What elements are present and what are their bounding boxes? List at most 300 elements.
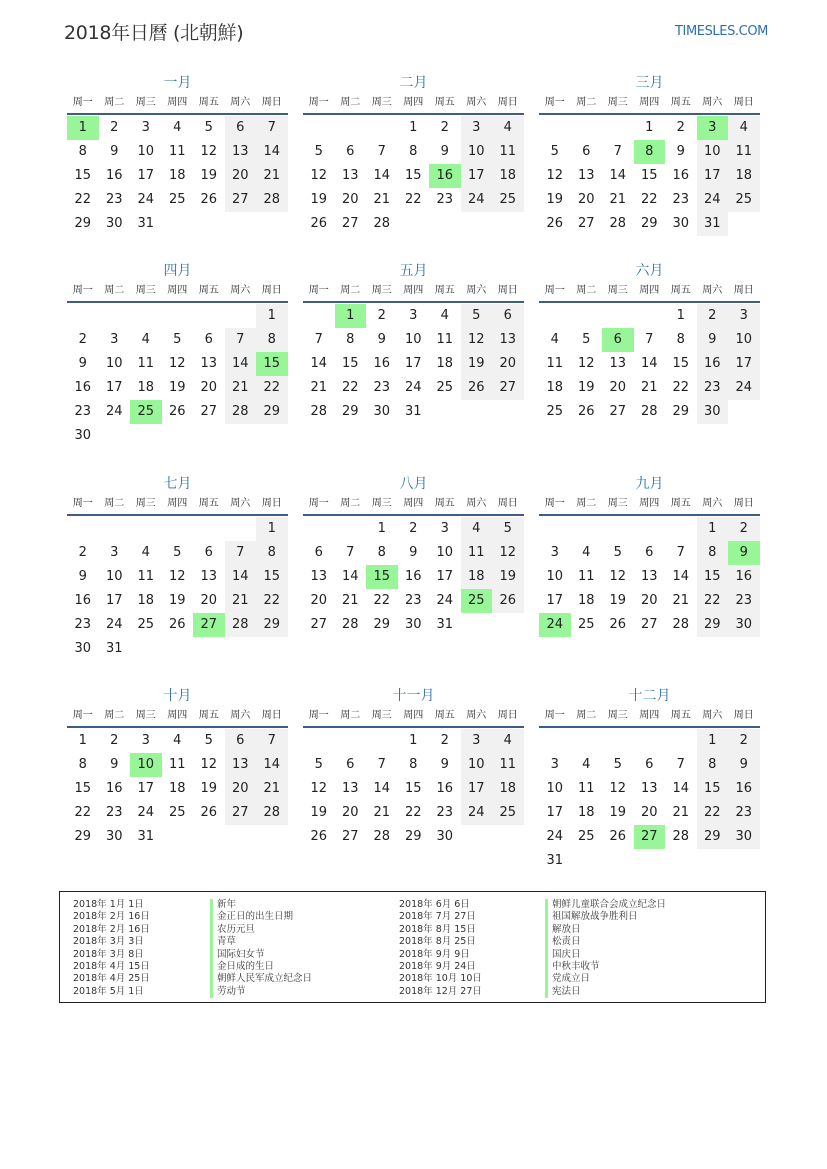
day-cell: 22 xyxy=(373,593,391,608)
day-cell: 25 xyxy=(168,192,186,207)
day-cell: 12 xyxy=(546,168,564,183)
holiday-day-cell: 6 xyxy=(602,328,634,352)
day-cell: 16 xyxy=(697,352,729,376)
day-cell: 5 xyxy=(173,332,182,347)
day-cell: 14 xyxy=(672,569,690,584)
holiday-name: 解放日 xyxy=(545,924,666,936)
empty-cell xyxy=(162,517,194,541)
day-cell: 20 xyxy=(341,192,359,207)
weekday-label: 周五 xyxy=(434,285,455,296)
weekday-label: 周三 xyxy=(607,498,628,509)
weekday-label: 周四 xyxy=(639,97,660,108)
day-cell: 10 xyxy=(105,569,123,584)
holiday-date: 2018年 10月 10日 xyxy=(399,973,482,985)
empty-cell xyxy=(335,116,367,140)
day-cell: 22 xyxy=(697,589,729,613)
day-cell: 10 xyxy=(697,140,729,164)
holiday-date: 2018年 2月 16日 xyxy=(73,923,150,935)
day-cell: 21 xyxy=(640,380,658,395)
weekday-label: 周二 xyxy=(104,285,125,296)
weekday-label: 周三 xyxy=(607,285,628,296)
day-cell: 15 xyxy=(256,565,288,589)
day-cell: 4 xyxy=(141,332,150,347)
empty-cell xyxy=(303,517,335,541)
day-cell: 27 xyxy=(225,801,257,825)
weekday-label: 周二 xyxy=(104,710,125,721)
day-cell: 11 xyxy=(546,356,564,371)
day-cell: 10 xyxy=(436,545,454,560)
day-grid xyxy=(67,116,288,236)
day-grid xyxy=(539,304,760,424)
day-cell: 1 xyxy=(697,517,729,541)
empty-cell xyxy=(571,116,603,140)
day-cell: 15 xyxy=(697,565,729,589)
day-grid xyxy=(539,517,760,637)
day-cell: 17 xyxy=(436,569,454,584)
empty-cell xyxy=(539,304,571,328)
day-cell: 9 xyxy=(78,569,87,584)
day-cell: 18 xyxy=(168,168,186,183)
day-cell: 13 xyxy=(225,753,257,777)
month-block xyxy=(67,686,288,849)
day-cell: 24 xyxy=(728,376,760,400)
day-cell: 1 xyxy=(676,308,685,323)
holiday-name: 国际妇女节 xyxy=(210,949,312,961)
day-cell: 8 xyxy=(78,144,87,159)
day-cell: 30 xyxy=(74,641,92,656)
day-cell: 3 xyxy=(110,332,119,347)
day-cell: 12 xyxy=(492,541,524,565)
day-cell: 2 xyxy=(78,545,87,560)
holiday-day-cell: 1 xyxy=(67,116,99,140)
weekday-header xyxy=(303,281,524,303)
day-cell: 17 xyxy=(404,356,422,371)
day-cell: 14 xyxy=(609,168,627,183)
weekday-label: 周三 xyxy=(135,710,156,721)
day-cell: 29 xyxy=(697,613,729,637)
day-cell: 6 xyxy=(225,729,257,753)
day-cell: 25 xyxy=(168,805,186,820)
month-name: 三月 xyxy=(635,75,664,91)
day-cell: 26 xyxy=(310,216,328,231)
weekday-label: 周四 xyxy=(403,97,424,108)
weekday-label: 周二 xyxy=(576,97,597,108)
day-cell: 22 xyxy=(697,801,729,825)
day-cell: 20 xyxy=(492,352,524,376)
day-cell: 16 xyxy=(74,380,92,395)
empty-cell xyxy=(162,304,194,328)
month-block xyxy=(303,261,524,424)
day-cell: 21 xyxy=(310,380,328,395)
day-cell: 15 xyxy=(697,777,729,801)
weekday-label: 周二 xyxy=(576,498,597,509)
day-cell: 26 xyxy=(492,589,524,613)
day-cell: 19 xyxy=(200,168,218,183)
weekday-label: 周六 xyxy=(702,710,723,721)
day-cell: 6 xyxy=(314,545,323,560)
day-cell: 10 xyxy=(546,781,564,796)
weekday-label: 周三 xyxy=(371,710,392,721)
day-cell: 4 xyxy=(550,332,559,347)
day-cell: 4 xyxy=(461,517,493,541)
day-cell: 21 xyxy=(609,192,627,207)
day-cell: 24 xyxy=(546,829,564,844)
day-cell: 19 xyxy=(609,593,627,608)
day-cell: 18 xyxy=(461,565,493,589)
day-cell: 28 xyxy=(256,188,288,212)
day-cell: 3 xyxy=(728,304,760,328)
holiday-day-cell: 15 xyxy=(366,565,398,589)
day-cell: 8 xyxy=(346,332,355,347)
day-cell: 17 xyxy=(137,781,155,796)
day-cell: 2 xyxy=(110,733,119,748)
holiday-day-cell: 10 xyxy=(130,753,162,777)
day-cell: 20 xyxy=(640,593,658,608)
holiday-date: 2018年 1月 1日 xyxy=(73,899,144,910)
day-cell: 18 xyxy=(728,164,760,188)
empty-cell xyxy=(193,517,225,541)
day-cell: 9 xyxy=(409,545,418,560)
holiday-date: 2018年 4月 15日 xyxy=(73,960,150,972)
weekday-label: 周三 xyxy=(371,285,392,296)
day-cell: 19 xyxy=(492,565,524,589)
day-cell: 13 xyxy=(225,140,257,164)
day-grid xyxy=(303,729,524,849)
weekday-label: 周三 xyxy=(607,97,628,108)
empty-cell xyxy=(67,304,99,328)
day-cell: 6 xyxy=(204,545,213,560)
empty-cell xyxy=(225,304,257,328)
day-cell: 17 xyxy=(697,164,729,188)
weekday-label: 周一 xyxy=(72,285,93,296)
weekday-header xyxy=(539,706,760,728)
empty-cell xyxy=(602,304,634,328)
day-cell: 9 xyxy=(440,757,449,772)
day-cell: 8 xyxy=(256,541,288,565)
day-cell: 23 xyxy=(404,593,422,608)
day-cell: 26 xyxy=(577,404,595,419)
empty-cell xyxy=(571,729,603,753)
day-cell: 11 xyxy=(577,781,595,796)
day-cell: 15 xyxy=(74,781,92,796)
empty-cell xyxy=(225,517,257,541)
empty-cell xyxy=(602,116,634,140)
day-cell: 7 xyxy=(225,541,257,565)
day-cell: 4 xyxy=(728,116,760,140)
day-cell: 13 xyxy=(341,781,359,796)
day-cell: 12 xyxy=(609,569,627,584)
holiday-name: 劳动节 xyxy=(210,986,312,998)
weekday-header xyxy=(67,93,288,115)
day-cell: 7 xyxy=(676,545,685,560)
day-cell: 27 xyxy=(640,617,658,632)
day-cell: 19 xyxy=(200,781,218,796)
weekday-label: 周日 xyxy=(497,710,518,721)
day-cell: 27 xyxy=(341,216,359,231)
day-cell: 2 xyxy=(377,308,386,323)
holiday-date: 2018年 9月 9日 xyxy=(399,948,470,960)
day-cell: 3 xyxy=(141,733,150,748)
day-cell: 21 xyxy=(341,593,359,608)
weekday-label: 周日 xyxy=(261,285,282,296)
day-cell: 5 xyxy=(613,545,622,560)
holiday-date: 2018年 6月 6日 xyxy=(399,899,470,910)
day-cell: 4 xyxy=(173,733,182,748)
day-cell: 8 xyxy=(409,144,418,159)
weekday-label: 周一 xyxy=(72,710,93,721)
weekday-label: 周四 xyxy=(403,710,424,721)
day-cell: 18 xyxy=(137,380,155,395)
day-cell: 8 xyxy=(697,753,729,777)
weekday-label: 周日 xyxy=(497,285,518,296)
day-cell: 18 xyxy=(436,356,454,371)
day-grid xyxy=(303,116,524,236)
day-cell: 16 xyxy=(728,565,760,589)
day-cell: 8 xyxy=(697,541,729,565)
day-cell: 17 xyxy=(137,168,155,183)
weekday-label: 周四 xyxy=(167,285,188,296)
holiday-day-cell: 3 xyxy=(697,116,729,140)
day-cell: 23 xyxy=(74,617,92,632)
day-cell: 19 xyxy=(609,805,627,820)
day-cell: 2 xyxy=(409,521,418,536)
day-cell: 9 xyxy=(697,328,729,352)
weekday-label: 周五 xyxy=(434,498,455,509)
site-link[interactable]: TIMESLES.COM xyxy=(674,24,768,39)
day-cell: 29 xyxy=(74,829,92,844)
day-cell: 4 xyxy=(173,120,182,135)
month-name: 五月 xyxy=(399,263,428,279)
day-cell: 22 xyxy=(640,192,658,207)
day-cell: 21 xyxy=(672,805,690,820)
weekday-label: 周四 xyxy=(167,498,188,509)
holiday-day-cell: 25 xyxy=(130,400,162,424)
day-cell: 4 xyxy=(440,308,449,323)
month-block xyxy=(67,73,288,236)
weekday-label: 周四 xyxy=(403,498,424,509)
empty-cell xyxy=(571,517,603,541)
day-cell: 31 xyxy=(436,617,454,632)
day-cell: 25 xyxy=(577,829,595,844)
day-cell: 28 xyxy=(225,613,257,637)
day-cell: 26 xyxy=(310,829,328,844)
day-cell: 24 xyxy=(105,617,123,632)
day-cell: 16 xyxy=(105,168,123,183)
day-cell: 23 xyxy=(728,801,760,825)
month-block xyxy=(539,686,760,873)
day-cell: 7 xyxy=(256,116,288,140)
weekday-label: 周日 xyxy=(261,498,282,509)
day-cell: 26 xyxy=(168,404,186,419)
day-cell: 23 xyxy=(74,404,92,419)
weekday-label: 周六 xyxy=(466,498,487,509)
day-cell: 2 xyxy=(728,517,760,541)
holiday-list xyxy=(59,891,766,1003)
month-block xyxy=(539,474,760,637)
day-cell: 16 xyxy=(436,781,454,796)
day-cell: 5 xyxy=(314,144,323,159)
day-cell: 26 xyxy=(168,617,186,632)
day-cell: 15 xyxy=(404,168,422,183)
holiday-name: 国庆日 xyxy=(545,949,666,961)
day-cell: 16 xyxy=(105,781,123,796)
weekday-label: 周五 xyxy=(670,97,691,108)
day-cell: 27 xyxy=(492,376,524,400)
weekday-label: 周一 xyxy=(308,285,329,296)
day-cell: 19 xyxy=(310,805,328,820)
weekday-label: 周四 xyxy=(403,285,424,296)
day-cell: 29 xyxy=(373,617,391,632)
weekday-header xyxy=(67,281,288,303)
day-cell: 10 xyxy=(404,332,422,347)
day-cell: 7 xyxy=(256,729,288,753)
weekday-label: 周六 xyxy=(230,498,251,509)
weekday-header xyxy=(303,494,524,516)
day-cell: 9 xyxy=(728,753,760,777)
day-cell: 23 xyxy=(728,589,760,613)
weekday-header xyxy=(67,706,288,728)
holiday-name: 党成立日 xyxy=(545,973,666,985)
day-cell: 23 xyxy=(672,192,690,207)
day-cell: 27 xyxy=(310,617,328,632)
day-cell: 28 xyxy=(373,829,391,844)
weekday-header xyxy=(303,706,524,728)
holiday-date: 2018年 12月 27日 xyxy=(399,985,482,997)
weekday-label: 周二 xyxy=(104,498,125,509)
weekday-label: 周五 xyxy=(670,710,691,721)
day-cell: 9 xyxy=(440,144,449,159)
empty-cell xyxy=(99,517,131,541)
holiday-day-cell: 15 xyxy=(256,352,288,376)
holiday-name: 中秋丰收节 xyxy=(545,961,666,973)
weekday-label: 周四 xyxy=(639,285,660,296)
day-cell: 15 xyxy=(341,356,359,371)
day-cell: 27 xyxy=(200,404,218,419)
weekday-label: 周一 xyxy=(72,498,93,509)
day-grid xyxy=(67,729,288,849)
weekday-label: 周六 xyxy=(230,97,251,108)
day-cell: 17 xyxy=(728,352,760,376)
day-cell: 12 xyxy=(609,781,627,796)
day-cell: 26 xyxy=(609,617,627,632)
weekday-label: 周日 xyxy=(733,285,754,296)
day-cell: 25 xyxy=(492,188,524,212)
day-grid xyxy=(303,304,524,424)
day-cell: 13 xyxy=(310,569,328,584)
day-cell: 15 xyxy=(404,781,422,796)
day-cell: 24 xyxy=(461,188,493,212)
day-cell: 8 xyxy=(256,328,288,352)
empty-cell xyxy=(303,116,335,140)
day-cell: 7 xyxy=(613,144,622,159)
day-cell: 10 xyxy=(137,144,155,159)
day-cell: 14 xyxy=(373,168,391,183)
month-name: 四月 xyxy=(163,263,192,279)
day-cell: 30 xyxy=(404,617,422,632)
day-cell: 20 xyxy=(577,192,595,207)
day-cell: 12 xyxy=(577,356,595,371)
day-cell: 12 xyxy=(200,144,218,159)
day-cell: 9 xyxy=(110,144,119,159)
day-cell: 7 xyxy=(377,144,386,159)
day-cell: 11 xyxy=(137,569,155,584)
day-cell: 6 xyxy=(204,332,213,347)
day-cell: 24 xyxy=(697,188,729,212)
weekday-label: 周五 xyxy=(198,97,219,108)
weekday-label: 周一 xyxy=(308,710,329,721)
day-cell: 1 xyxy=(256,304,288,328)
day-cell: 11 xyxy=(492,140,524,164)
day-cell: 13 xyxy=(200,356,218,371)
month-block xyxy=(539,261,760,424)
day-cell: 1 xyxy=(256,517,288,541)
day-cell: 10 xyxy=(461,753,493,777)
empty-cell xyxy=(130,304,162,328)
day-cell: 7 xyxy=(645,332,654,347)
weekday-label: 周四 xyxy=(167,97,188,108)
day-cell: 6 xyxy=(582,144,591,159)
day-cell: 25 xyxy=(492,801,524,825)
day-cell: 5 xyxy=(204,733,213,748)
empty-cell xyxy=(571,304,603,328)
month-block xyxy=(303,474,524,637)
day-cell: 2 xyxy=(728,729,760,753)
day-cell: 20 xyxy=(200,380,218,395)
month-block xyxy=(303,686,524,849)
weekday-header xyxy=(303,93,524,115)
weekday-label: 周三 xyxy=(135,498,156,509)
empty-cell xyxy=(539,116,571,140)
weekday-label: 周五 xyxy=(670,498,691,509)
holiday-day-cell: 24 xyxy=(539,613,571,637)
day-cell: 8 xyxy=(377,545,386,560)
month-name: 八月 xyxy=(399,476,428,492)
day-cell: 14 xyxy=(672,781,690,796)
weekday-label: 周一 xyxy=(544,97,565,108)
day-cell: 3 xyxy=(461,729,493,753)
day-cell: 12 xyxy=(168,356,186,371)
day-cell: 28 xyxy=(225,400,257,424)
month-name: 七月 xyxy=(163,476,192,492)
day-cell: 5 xyxy=(550,144,559,159)
weekday-label: 周四 xyxy=(167,710,188,721)
day-cell: 27 xyxy=(225,188,257,212)
day-cell: 1 xyxy=(377,521,386,536)
holiday-date: 2018年 9月 24日 xyxy=(399,960,476,972)
month-name: 二月 xyxy=(399,75,428,91)
day-cell: 9 xyxy=(377,332,386,347)
weekday-label: 周三 xyxy=(607,710,628,721)
day-cell: 29 xyxy=(341,404,359,419)
day-cell: 29 xyxy=(256,400,288,424)
day-cell: 6 xyxy=(645,545,654,560)
day-cell: 30 xyxy=(105,216,123,231)
day-cell: 31 xyxy=(404,404,422,419)
day-cell: 31 xyxy=(137,829,155,844)
weekday-label: 周二 xyxy=(576,285,597,296)
weekday-label: 周六 xyxy=(702,285,723,296)
day-cell: 29 xyxy=(74,216,92,231)
month-block xyxy=(67,261,288,448)
day-cell: 2 xyxy=(697,304,729,328)
empty-cell xyxy=(602,517,634,541)
day-cell: 7 xyxy=(346,545,355,560)
day-cell: 7 xyxy=(676,757,685,772)
day-cell: 12 xyxy=(310,168,328,183)
day-cell: 15 xyxy=(74,168,92,183)
day-cell: 29 xyxy=(256,613,288,637)
day-cell: 8 xyxy=(78,757,87,772)
